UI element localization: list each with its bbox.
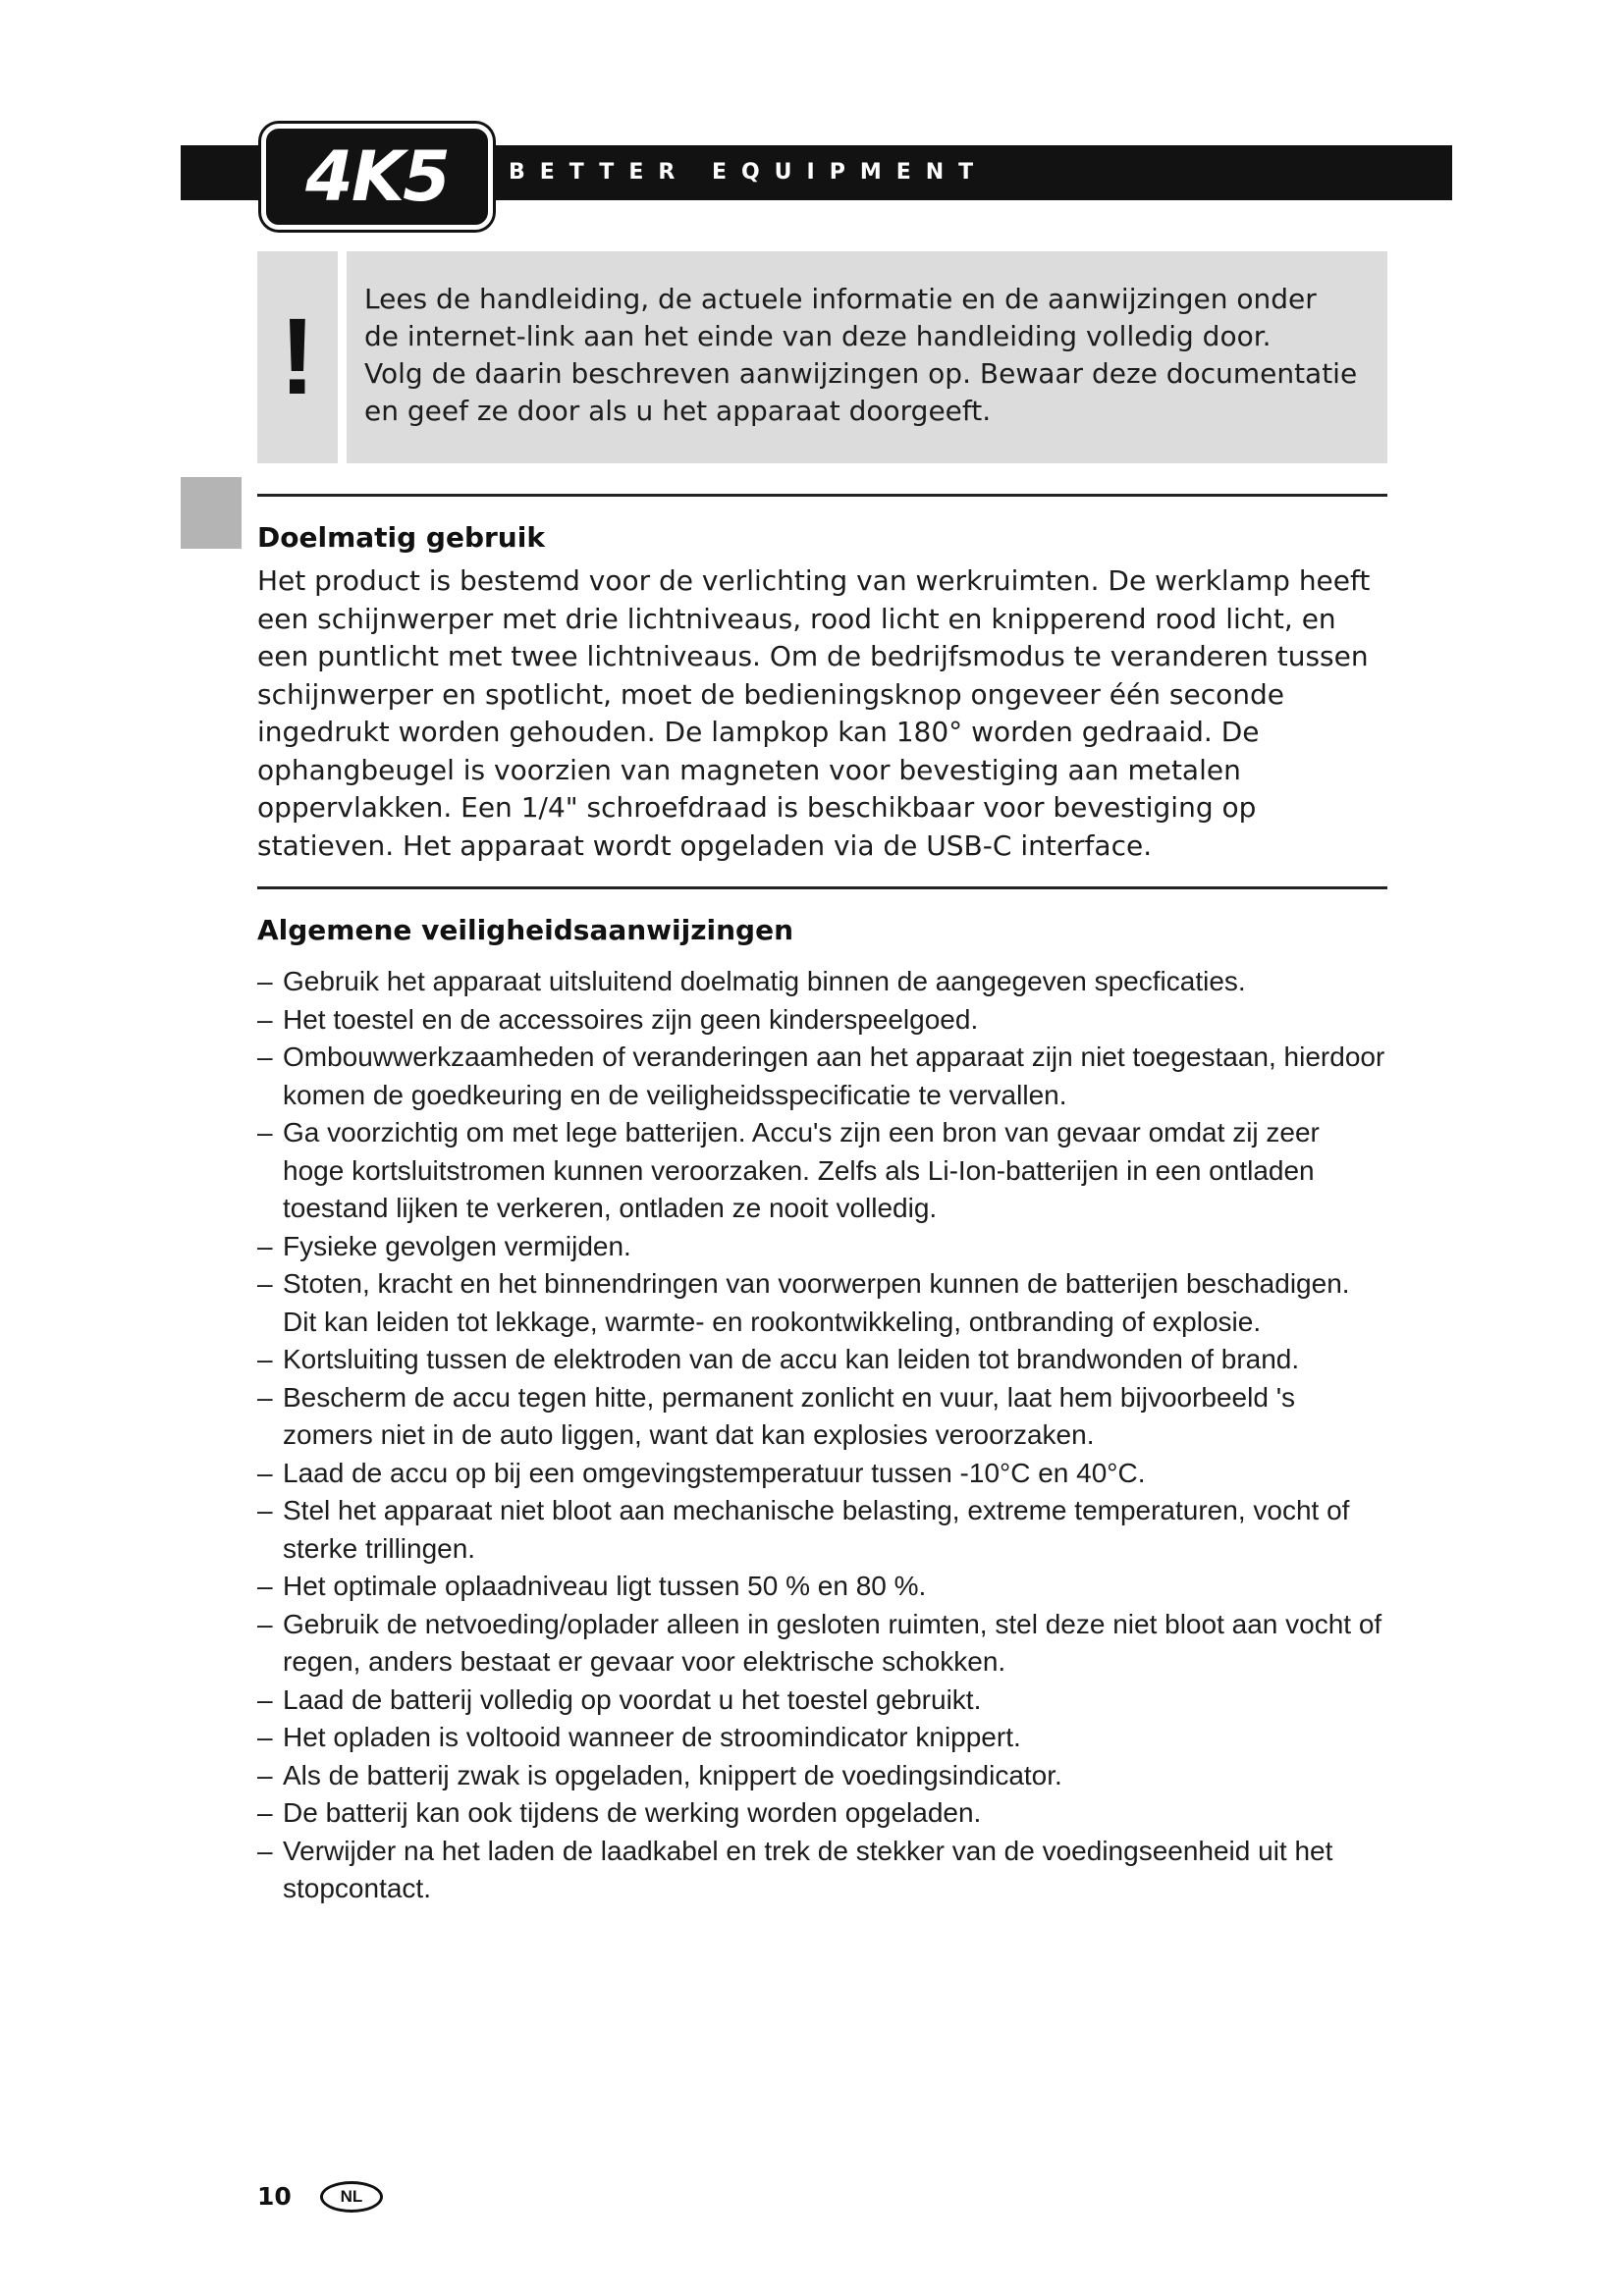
list-item-text: Laad de accu op bij een omgevingstemperatuur tussen -10°C en 40°C. [283, 1457, 1146, 1488]
list-item: – De batterij kan ook tijdens de werking worden opgeladen. [257, 1797, 982, 1828]
list-item: – Ombouwwerkzaamheden of veranderingen aan het apparaat zijn niet toegestaan, hierdoor komen de goedkeuring en de veiligheidsspecificatie te vervallen. [257, 1041, 1385, 1110]
list-item: – Ga voorzichtig om met lege batterijen. Accu's zijn een bron van gevaar omdat zij zeer hoge kortsluitstromen kunnen veroorzaken. Zelfs als Li-Ion-batterijen in een ontladen toestand lijken te verkeren, ontladen ze nooit volledig. [257, 1117, 1320, 1223]
logo-text: 4K5 [305, 136, 449, 217]
list-item-text: Ga voorzichtig om met lege batterijen. Accu's zijn een bron van gevaar omdat zij zeer hoge kortsluitstromen kunnen veroorzaken. Zelfs als Li-Ion-batterijen in een ontladen toestand lijken te verkeren, ontladen ze nooit volledig. [283, 1117, 1320, 1223]
list-item-text: Laad de batterij volledig op voordat u het toestel gebruikt. [283, 1683, 982, 1715]
list-item: – Laad de batterij volledig op voordat u het toestel gebruikt. [257, 1683, 982, 1715]
list-item: – Het optimale oplaadniveau ligt tussen 50 % en 80 %. [257, 1571, 927, 1601]
list-item-text: Het toestel en de accessoires zijn geen kinderspeelgoed. [283, 1003, 979, 1035]
list-item-text: Kortsluiting tussen de elektroden van de accu kan leiden tot brandwonden of brand. [283, 1344, 1300, 1374]
notice-line: Volg de daarin beschreven aanwijzingen op. Bewaar deze documentatie [364, 357, 1358, 390]
list-item: – Kortsluiting tussen de elektroden van de accu kan leiden tot brandwonden of brand. [257, 1344, 1300, 1374]
list-item: – Als de batterij zwak is opgeladen, knippert de voedingsindicator. [257, 1759, 1062, 1790]
brand-logo [261, 124, 493, 230]
list-item: – Verwijder na het laden de laadkabel en trek de stekker van de voedingseenheid uit het stopcontact. [257, 1835, 1333, 1903]
list-item-text: Gebruik de netvoeding/oplader alleen in gesloten ruimten, stel deze niet bloot aan vocht of regen, anders bestaat er gevaar voor elektrische schokken. [283, 1608, 1382, 1677]
warning-icon [257, 251, 338, 463]
list-item: – Het toestel en de accessoires zijn geen kinderspeelgoed. [257, 1003, 979, 1035]
notice-line: Lees de handleiding, de actuele informatie en de aanwijzingen onder [364, 283, 1317, 315]
list-item-text: Ombouwwerkzaamheden of veranderingen aan het apparaat zijn niet toegestaan, hierdoor komen de goedkeuring en de veiligheidsspecificatie te vervallen. [283, 1041, 1385, 1110]
divider [257, 494, 1387, 497]
list-item-text: Gebruik het apparaat uitsluitend doelmatig binnen de aangegeven specficaties. [283, 966, 1246, 996]
intended-use-title: Doelmatig gebruik [257, 521, 545, 554]
section-marker [181, 477, 242, 549]
list-item: – Gebruik het apparaat uitsluitend doelmatig binnen de aangegeven specficaties. [257, 966, 1246, 996]
list-item-text: Fysieke gevolgen vermijden. [283, 1230, 631, 1261]
list-item: – Fysieke gevolgen vermijden. [257, 1230, 631, 1261]
language-code: NL [340, 2187, 363, 2206]
list-item-text: Als de batterij zwak is opgeladen, knippert de voedingsindicator. [283, 1759, 1062, 1790]
safety-list [257, 963, 1386, 1908]
list-item: – Stoten, kracht en het binnendringen van voorwerpen kunnen de batterijen beschadigen. Dit kan leiden tot lekkage, warmte- en rookontwikkeling, ontbranding of explosie. [257, 1268, 1350, 1337]
list-item-text: Bescherm de accu tegen hitte, permanent zonlicht en vuur, laat hem bijvoorbeeld 's zomers niet in de auto liggen, want dat kan explosies veroorzaken. [283, 1381, 1296, 1450]
list-item-text: Het optimale oplaadniveau ligt tussen 50 % en 80 %. [283, 1571, 927, 1601]
list-item-text: Stel het apparaat niet bloot aan mechanische belasting, extreme temperaturen, vocht of sterke trillingen. [283, 1495, 1350, 1564]
list-item: – Gebruik de netvoeding/oplader alleen in gesloten ruimten, stel deze niet bloot aan vocht of regen, anders bestaat er gevaar voor elektrische schokken. [257, 1608, 1382, 1677]
list-item-text: De batterij kan ook tijdens de werking worden opgeladen. [283, 1797, 982, 1828]
list-item: – Laad de accu op bij een omgevingstemperatuur tussen -10°C en 40°C. [257, 1457, 1146, 1488]
exclamation-icon: ! [279, 296, 316, 417]
notice-box [347, 251, 1387, 463]
divider [257, 886, 1387, 889]
list-item-text: Stoten, kracht en het binnendringen van voorwerpen kunnen de batterijen beschadigen. Dit kan leiden tot lekkage, warmte- en rookontwikkeling, ontbranding of explosie. [283, 1268, 1350, 1337]
intended-use-text: Het product is bestemd voor de verlichting van werkruimten. De werklamp heeft een schijnwerper met drie lichtniveaus, rood licht en knipperend rood licht, en een puntlicht met twee lichtniveaus. Om de bedrijfsmodus te veranderen tussen schijnwerper en spotlicht, moet de bedieningsknop ongeveer één seconde ingedrukt worden gehouden. De lampkop kan 180° worden gedraaid. De ophangbeugel is voorzien van magneten voor bevestiging aan metalen oppervlakken. Een 1/4" schroefdraad is beschikbaar voor bevestiging op statieven. Het apparaat wordt opgeladen via de USB-C interface. [257, 564, 1371, 862]
list-item: – Het opladen is voltooid wanneer de stroomindicator knippert. [257, 1722, 1021, 1752]
notice-line: en geef ze door als u het apparaat doorgeeft. [364, 395, 992, 427]
list-item: – Bescherm de accu tegen hitte, permanent zonlicht en vuur, laat hem bijvoorbeeld 's zomers niet in de auto liggen, want dat kan explosies veroorzaken. [257, 1381, 1296, 1450]
list-item-text: Het opladen is voltooid wanneer de stroomindicator knippert. [283, 1722, 1021, 1752]
list-item: – Stel het apparaat niet bloot aan mechanische belasting, extreme temperaturen, vocht of sterke trillingen. [257, 1495, 1350, 1564]
list-item-text: Verwijder na het laden de laadkabel en trek de stekker van de voedingseenheid uit het stopcontact. [283, 1835, 1333, 1903]
safety-title: Algemene veiligheidsaanwijzingen [257, 914, 794, 946]
page-number: 10 [257, 2182, 292, 2211]
notice-line: de internet-link aan het einde van deze handleiding volledig door. [364, 320, 1272, 352]
language-badge [320, 2181, 383, 2213]
brand-tagline: BETTER EQUIPMENT [509, 160, 989, 185]
